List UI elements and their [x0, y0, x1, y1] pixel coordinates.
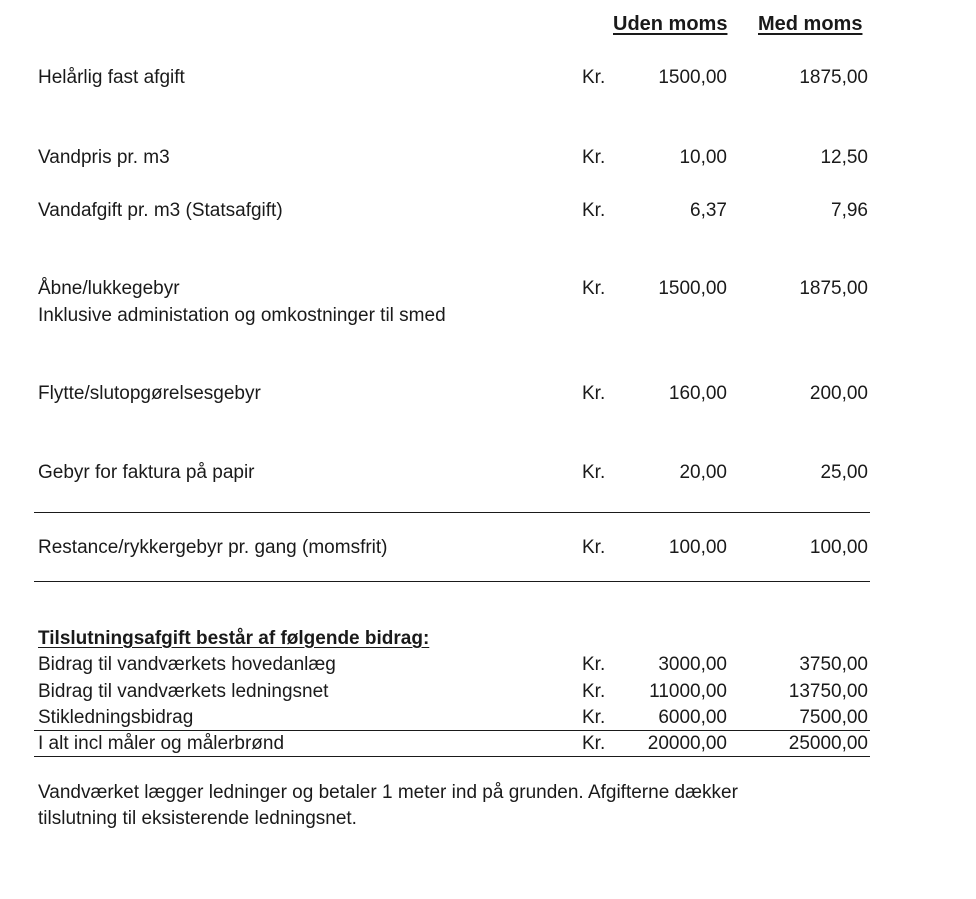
fee-label: Restance/rykkergebyr pr. gang (momsfrit)	[38, 537, 388, 558]
price-incl-vat: 12,50	[820, 147, 868, 168]
footer-note-line2: tilslutning til eksisterende ledningsnet.	[38, 808, 357, 829]
fee-label: Helårlig fast afgift	[38, 67, 185, 88]
fee-label: Flytte/slutopgørelsesgebyr	[38, 383, 261, 404]
currency-label: Kr.	[582, 67, 606, 88]
price-excl-vat: 1500,00	[658, 67, 727, 88]
currency-label: Kr.	[582, 707, 606, 728]
currency-label: Kr.	[582, 733, 606, 754]
total-bottom-line	[34, 756, 870, 757]
currency-label: Kr.	[582, 681, 606, 702]
fee-sublabel: Inklusive administation og omkostninger til smed	[38, 305, 446, 326]
currency-label: Kr.	[582, 278, 606, 299]
price-incl-vat: 1875,00	[799, 278, 868, 299]
price-excl-vat: 100,00	[668, 537, 727, 558]
total-excl-vat: 20000,00	[647, 733, 727, 754]
price-excl-vat: 6000,00	[658, 707, 727, 728]
currency-label: Kr.	[582, 537, 606, 558]
footer-note-line1: Vandværket lægger ledninger og betaler 1 meter ind på grunden. Afgifterne dækker	[38, 782, 738, 803]
fee-label: Åbne/lukkegebyr	[38, 278, 180, 299]
price-incl-vat: 1875,00	[799, 67, 868, 88]
price-excl-vat: 3000,00	[658, 654, 727, 675]
currency-label: Kr.	[582, 383, 606, 404]
price-incl-vat: 3750,00	[799, 654, 868, 675]
total-label: I alt incl måler og målerbrønd	[38, 733, 285, 754]
connection-section-title: Tilslutningsafgift består af følgende bidrag:	[38, 628, 430, 649]
divider-line	[34, 512, 870, 513]
price-incl-vat: 7,96	[831, 200, 868, 221]
price-incl-vat: 7500,00	[799, 707, 868, 728]
price-excl-vat: 6,37	[690, 200, 727, 221]
total-top-line	[34, 730, 870, 731]
price-excl-vat: 160,00	[668, 383, 727, 404]
connection-label: Stikledningsbidrag	[38, 707, 194, 728]
price-excl-vat: 20,00	[679, 462, 727, 483]
currency-label: Kr.	[582, 654, 606, 675]
currency-label: Kr.	[582, 200, 606, 221]
price-excl-vat: 10,00	[679, 147, 727, 168]
connection-label: Bidrag til vandværkets ledningsnet	[38, 681, 329, 702]
price-excl-vat: 1500,00	[658, 278, 727, 299]
currency-label: Kr.	[582, 147, 606, 168]
fee-label: Vandpris pr. m3	[38, 147, 170, 168]
currency-label: Kr.	[582, 462, 606, 483]
fee-label: Gebyr for faktura på papir	[38, 462, 255, 483]
price-incl-vat: 25,00	[820, 462, 868, 483]
price-incl-vat: 100,00	[809, 537, 868, 558]
price-incl-vat: 13750,00	[788, 681, 868, 702]
divider-line	[34, 581, 870, 582]
column-header-incl-vat: Med moms	[758, 13, 863, 35]
fee-label: Vandafgift pr. m3 (Statsafgift)	[38, 200, 283, 221]
price-incl-vat: 200,00	[809, 383, 868, 404]
price-excl-vat: 11000,00	[649, 681, 727, 702]
connection-label: Bidrag til vandværkets hovedanlæg	[38, 654, 336, 675]
total-incl-vat: 25000,00	[788, 733, 868, 754]
column-header-excl-vat: Uden moms	[613, 13, 728, 35]
